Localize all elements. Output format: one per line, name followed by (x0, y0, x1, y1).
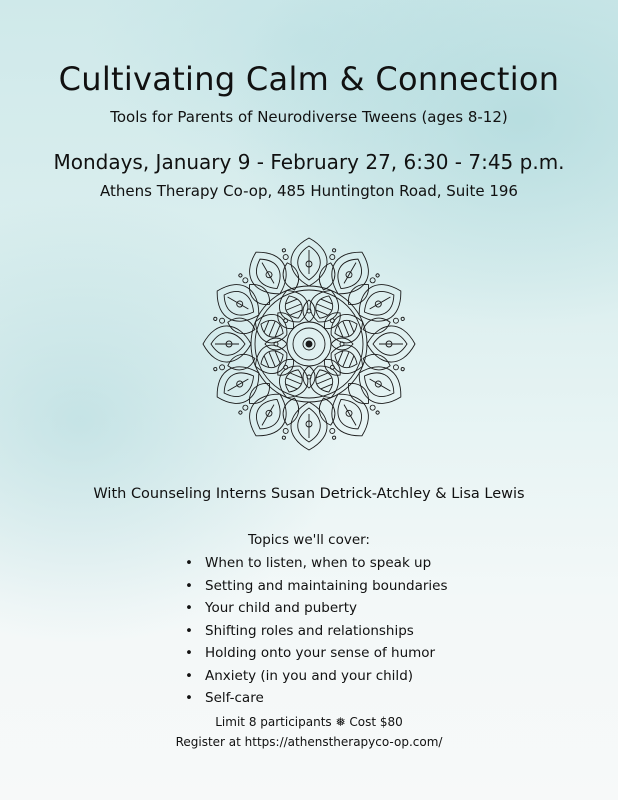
bullet-icon: • (185, 645, 193, 661)
topics-heading: Topics we'll cover: (248, 532, 370, 548)
topic-item: • Your child and puberty (183, 597, 448, 620)
limit-cost-text: Limit 8 participants ❅ Cost $80 (215, 715, 403, 729)
topic-item: • Self-care (183, 687, 448, 710)
bullet-icon: • (185, 600, 193, 616)
flyer-subtitle: Tools for Parents of Neurodiverse Tweens (ages 8-12) (110, 108, 508, 126)
topic-item: • Holding onto your sense of humor (183, 642, 448, 665)
topic-item: • When to listen, when to speak up (183, 552, 448, 575)
location-text: Athens Therapy Co-op, 485 Huntington Road, Suite 196 (100, 182, 518, 200)
bullet-icon: • (185, 690, 193, 706)
facilitators-text: With Counseling Interns Susan Detrick-Atchley & Lisa Lewis (93, 486, 525, 502)
topic-item: • Setting and maintaining boundaries (183, 575, 448, 598)
register-link[interactable]: Register at https://athenstherapyco-op.com/ (175, 735, 443, 749)
mandala-center-point (306, 341, 312, 347)
bullet-icon: • (185, 667, 193, 684)
bullet-icon: • (185, 622, 193, 639)
topics-list (183, 552, 448, 710)
topic-item: • Shifting roles and relationships (183, 620, 448, 643)
schedule-text: Mondays, January 9 - February 27, 6:30 - 7:45 p.m. (53, 150, 565, 174)
mandala-illustration (199, 234, 419, 454)
topic-item: • Anxiety (in you and your child) (183, 665, 448, 688)
bullet-icon: • (185, 577, 193, 594)
bullet-icon: • (185, 555, 193, 571)
flyer-title: Cultivating Calm & Connection (58, 60, 560, 98)
